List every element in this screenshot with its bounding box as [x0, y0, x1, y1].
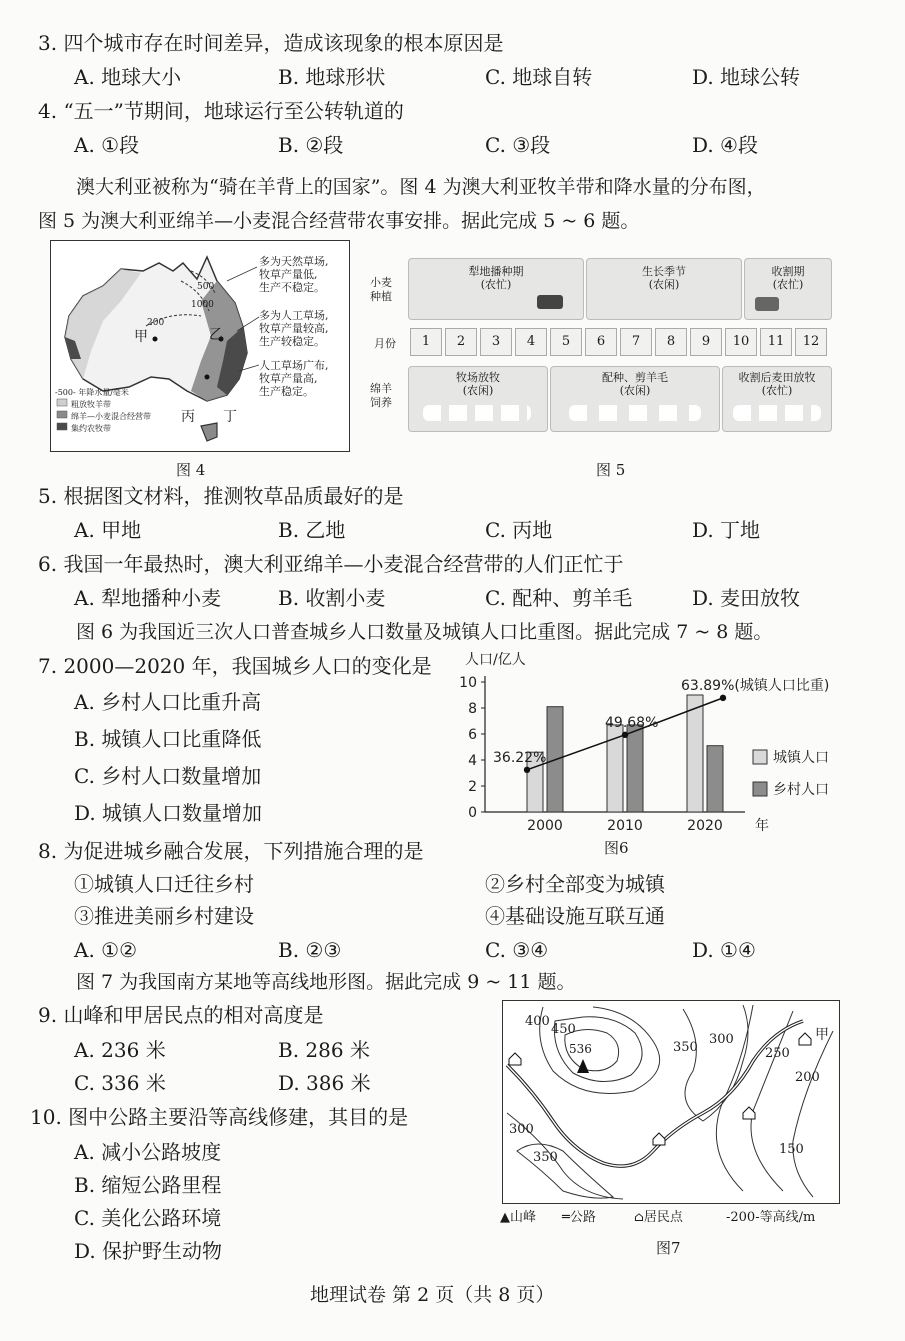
- wheat-phase-plough-label: 犁地播种期: [468, 265, 524, 278]
- figure-6-chart: [455, 648, 855, 858]
- q9-option-b: B. 286 米: [278, 1038, 370, 1062]
- row-label-sheep: 绵羊饲养: [370, 382, 392, 409]
- urban-ratio-point-2010: [622, 732, 628, 738]
- q5-option-d: D. 丁地: [692, 518, 761, 542]
- q7-option-a: A. 乡村人口比重升高: [74, 690, 262, 714]
- ratio-label-2020: 63.89%(城镇人口比重): [681, 677, 830, 694]
- leader-line-1: [227, 267, 257, 281]
- legend-swatch-extensive: [57, 399, 67, 406]
- intro-5-6-line2: 图 5 为澳大利亚绵羊—小麦混合经营带农事安排。据此完成 5 ~ 6 题。: [38, 210, 640, 232]
- contour-200: 200: [795, 1070, 820, 1085]
- figure-7-caption: 图7: [656, 1239, 681, 1257]
- tasmania: [201, 423, 217, 441]
- contour-150: 150: [779, 1142, 804, 1157]
- contour-350: 350: [673, 1040, 698, 1055]
- q8-option-a: A. ①②: [74, 938, 138, 962]
- month-cell-10: 10: [725, 328, 757, 356]
- x-tick-label-2000: 2000: [527, 818, 563, 834]
- q3-option-a: A. 地球大小: [74, 65, 182, 89]
- q4-option-a: A. ①段: [74, 133, 140, 157]
- note3-line2: 牧草产量高,: [259, 372, 318, 385]
- legend-intensive: 集约农牧带: [71, 424, 111, 433]
- month-cell-1: 1: [410, 328, 442, 356]
- wheat-phase-harvest-label: 收割期: [771, 265, 805, 278]
- month-cell-5: 5: [550, 328, 582, 356]
- q7-option-b: B. 城镇人口比重降低: [74, 727, 262, 751]
- intro-7-8: 图 6 为我国近三次人口普查城乡人口数量及城镇人口比重图。据此完成 7 ~ 8 题。: [76, 621, 773, 643]
- y-tick-label-4: 4: [468, 753, 477, 769]
- legend-isoline: -200-等高线/m: [726, 1210, 816, 1225]
- q6-option-c: C. 配种、剪羊毛: [485, 586, 633, 610]
- contour-450: 450: [551, 1022, 576, 1037]
- note1-line1: 多为天然草场,: [259, 255, 329, 268]
- fig4-note-1: [259, 255, 329, 294]
- sheep-phase-breeding: [550, 366, 720, 432]
- legend-mixed: 绵羊—小麦混合经营带: [71, 412, 151, 421]
- legend-peak: ▲山峰: [500, 1210, 536, 1225]
- q9-option-c: C. 336 米: [74, 1071, 166, 1095]
- legend-label-urban: 城镇人口: [773, 750, 829, 766]
- page-footer: 地理试卷 第 2 页（共 8 页）: [310, 1284, 555, 1306]
- point-bing-mark: [205, 375, 210, 380]
- month-cell-9: 9: [690, 328, 722, 356]
- contour-300: 300: [709, 1032, 734, 1047]
- q7-option-d: D. 城镇人口数量增加: [74, 801, 263, 825]
- contour-250: 250: [765, 1046, 790, 1061]
- wheat-phase-plough-sub: (农忙): [480, 278, 512, 291]
- sheep-phase-breeding-sub: (农闲): [619, 384, 651, 397]
- q8-item-1: ①城镇人口迁往乡村: [74, 872, 254, 896]
- q10-option-a: A. 减小公路坡度: [74, 1140, 222, 1164]
- figure-5-calendar: [366, 254, 832, 440]
- legend-rainfall: -500- 年降水量/毫米: [55, 388, 129, 397]
- fig4-note-3: [259, 359, 329, 398]
- place-ding: 丁: [223, 409, 237, 425]
- q7-option-c: C. 乡村人口数量增加: [74, 764, 262, 788]
- harvester-icon: [755, 297, 779, 311]
- row-label-month: 月份: [374, 337, 396, 350]
- q6-stem: 6. 我国一年最热时，澳大利亚绵羊—小麦混合经营带的人们正忙于: [38, 552, 624, 576]
- y-tick-label-8: 8: [468, 701, 477, 717]
- q7-stem: 7. 2000—2020 年，我国城乡人口的变化是: [38, 654, 432, 678]
- isoline-label-200: 200: [147, 318, 165, 328]
- x-axis-label: 年: [755, 818, 769, 834]
- q8-option-d: D. ①④: [692, 938, 756, 962]
- q9-stem: 9. 山峰和甲居民点的相对高度是: [38, 1003, 324, 1027]
- contour-400: 400: [525, 1014, 550, 1029]
- sheep-stubble-icon: [733, 405, 821, 421]
- note1-line2: 牧草产量低,: [259, 268, 318, 281]
- note3-line3: 生产稳定。: [259, 385, 314, 398]
- wheat-phase-growth-sub: (农闲): [648, 278, 680, 291]
- intro-9-11: 图 7 为我国南方某地等高线地形图。据此完成 9 ~ 11 题。: [76, 971, 576, 993]
- sheep-phase-grazing: [408, 366, 548, 432]
- q9-option-a: A. 236 米: [74, 1038, 166, 1062]
- y-axis-label: 人口/亿人: [465, 652, 526, 668]
- contour-300-left: 300: [509, 1122, 534, 1137]
- month-cell-12: 12: [795, 328, 827, 356]
- ratio-label-2000: 36.22%: [493, 749, 547, 766]
- fig4-note-2: [259, 309, 329, 348]
- month-row: [410, 328, 830, 358]
- place-bing: 丙: [181, 409, 195, 425]
- legend-swatch-urban: [753, 750, 767, 764]
- q8-item-3: ③推进美丽乡村建设: [74, 904, 254, 928]
- wheat-phase-harvest-sub: (农忙): [772, 278, 804, 291]
- figure-4-map: [50, 240, 350, 452]
- place-yi: 乙: [209, 327, 223, 343]
- q6-option-a: A. 犁地播种小麦: [74, 586, 222, 610]
- contour-350-left: 350: [533, 1150, 558, 1165]
- q8-item-4: ④基础设施互联互通: [485, 904, 665, 928]
- sheep-phase-breeding-label: 配种、剪羊毛: [602, 371, 668, 384]
- month-cell-6: 6: [585, 328, 617, 356]
- legend-road: ═公路: [562, 1210, 596, 1225]
- figure-5-caption: 图 5: [596, 461, 626, 479]
- q3-option-d: D. 地球公转: [692, 65, 801, 89]
- legend-swatch-rural: [753, 782, 767, 796]
- month-cell-3: 3: [480, 328, 512, 356]
- sheep-phase-grazing-label: 牧场放牧: [456, 371, 500, 384]
- point-jia: [153, 337, 158, 342]
- month-cell-7: 7: [620, 328, 652, 356]
- wheat-phase-growth-label: 生长季节: [642, 265, 686, 278]
- month-cell-8: 8: [655, 328, 687, 356]
- month-cell-11: 11: [760, 328, 792, 356]
- legend-extensive: 粗放牧羊带: [71, 400, 111, 409]
- note1-line3: 生产不稳定。: [259, 281, 325, 294]
- y-tick-label-2: 2: [468, 779, 477, 795]
- bar-urban-2020: [687, 695, 703, 812]
- q5-option-b: B. 乙地: [278, 518, 346, 542]
- q3-option-c: C. 地球自转: [485, 65, 593, 89]
- isoline-label-1000: 1000: [191, 300, 214, 310]
- isoline-label-500: 500: [197, 282, 215, 292]
- place-jia: 甲: [134, 329, 148, 345]
- q10-option-c: C. 美化公路环境: [74, 1206, 222, 1230]
- wheat-phase-plough: [408, 258, 584, 320]
- q4-stem: 4. “五一”节期间，地球运行至公转轨道的: [38, 99, 404, 123]
- sheep-phase-grazing-sub: (农闲): [462, 384, 494, 397]
- figure-7-contour-map: [502, 1000, 840, 1204]
- urban-ratio-point-2020: [720, 695, 726, 701]
- legend-swatch-mixed: [57, 411, 67, 418]
- q10-option-b: B. 缩短公路里程: [74, 1173, 222, 1197]
- wheat-phase-growth: [586, 258, 742, 320]
- q5-option-c: C. 丙地: [485, 518, 553, 542]
- q8-option-c: C. ③④: [485, 938, 549, 962]
- place-jia-settlement: 甲: [815, 1027, 829, 1043]
- x-tick-label-2020: 2020: [687, 818, 723, 834]
- note2-line2: 牧草产量较高,: [259, 322, 329, 335]
- row-label-wheat: 小麦种植: [370, 276, 392, 303]
- figure-6-caption: 图6: [604, 839, 629, 857]
- ratio-label-2010: 49.68%: [605, 714, 659, 731]
- sheep-flock-icon: [423, 405, 531, 421]
- q6-option-d: D. 麦田放牧: [692, 586, 801, 610]
- legend-settlement: ⌂居民点: [634, 1210, 683, 1225]
- y-tick-label-0: 0: [468, 805, 477, 821]
- urban-ratio-point-2000: [524, 767, 530, 773]
- intro-5-6-line1: 澳大利亚被称为“骑在羊背上的国家”。图 4 为澳大利亚牧羊带和降水量的分布图，: [76, 176, 766, 198]
- note2-line1: 多为人工草场,: [259, 309, 329, 322]
- q8-option-b: B. ②③: [278, 938, 342, 962]
- wheat-phase-harvest: [744, 258, 832, 320]
- q8-item-2: ②乡村全部变为城镇: [485, 872, 665, 896]
- figure-4-caption: 图 4: [176, 461, 206, 479]
- q10-option-d: D. 保护野生动物: [74, 1239, 223, 1263]
- sheep-phase-stubble-sub: (农忙): [761, 384, 793, 397]
- shearing-icon: [569, 405, 701, 421]
- tractor-icon: [537, 295, 563, 309]
- q3-stem: 3. 四个城市存在时间差异，造成该现象的根本原因是: [38, 31, 504, 55]
- q10-stem: 10. 图中公路主要沿等高线修建，其目的是: [30, 1105, 409, 1129]
- q6-option-b: B. 收割小麦: [278, 586, 386, 610]
- sheep-phase-stubble: [722, 366, 832, 432]
- note2-line3: 生产较稳定。: [259, 335, 325, 348]
- q4-option-b: B. ②段: [278, 133, 344, 157]
- month-cell-4: 4: [515, 328, 547, 356]
- y-tick-label-6: 6: [468, 727, 477, 743]
- q8-stem: 8. 为促进城乡融合发展，下列措施合理的是: [38, 839, 424, 863]
- legend-label-rural: 乡村人口: [773, 782, 829, 798]
- q5-option-a: A. 甲地: [74, 518, 142, 542]
- q4-option-c: C. ③段: [485, 133, 551, 157]
- month-cell-2: 2: [445, 328, 477, 356]
- bar-rural-2020: [707, 746, 723, 812]
- q5-stem: 5. 根据图文材料，推测牧草品质最好的是: [38, 484, 404, 508]
- bar-rural-2010: [627, 725, 643, 812]
- sheep-phase-stubble-label: 收割后麦田放牧: [738, 371, 816, 384]
- q4-option-d: D. ④段: [692, 133, 758, 157]
- q9-option-d: D. 386 米: [278, 1071, 371, 1095]
- q3-option-b: B. 地球形状: [278, 65, 386, 89]
- peak-536: 536: [569, 1042, 592, 1056]
- note3-line1: 人工草场广布,: [259, 359, 329, 372]
- y-tick-label-10: 10: [459, 675, 477, 691]
- x-tick-label-2010: 2010: [607, 818, 643, 834]
- legend-swatch-intensive: [57, 423, 67, 430]
